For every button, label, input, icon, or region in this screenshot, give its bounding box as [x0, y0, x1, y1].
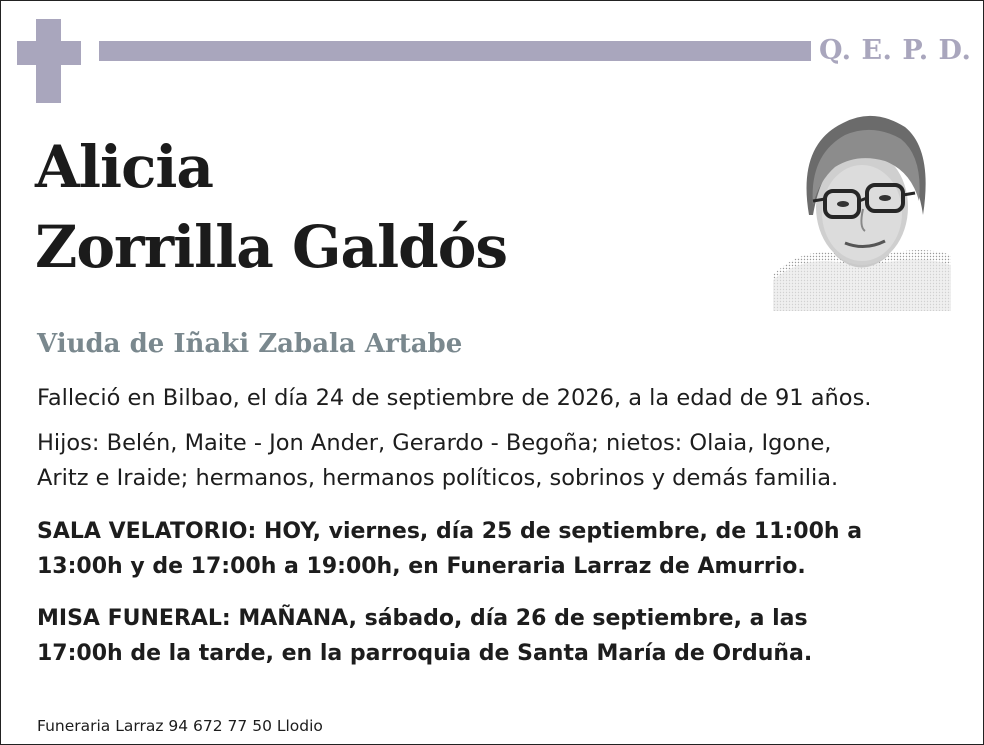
deceased-name — [35, 127, 507, 287]
death-notice: Falleció en Bilbao, el día 24 de septiembre de 2026, a la edad de 91 años. — [37, 385, 872, 411]
wake-line: SALA VELATORIO: HOY, viernes, día 25 de septiembre, de 11:00h a — [37, 519, 863, 544]
surnames: Zorrilla Galdós — [35, 213, 508, 281]
cross-icon — [17, 19, 81, 103]
family-line: Hijos: Belén, Maite - Jon Ander, Gerardo - Begoña; nietos: Olaia, Igone, — [37, 430, 832, 456]
wake-details — [37, 514, 937, 584]
mass-line: MISA FUNERAL: MAÑANA, sábado, día 26 de septiembre, a las — [37, 606, 808, 631]
family-line: Aritz e Iraide; hermanos, hermanos políticos, sobrinos y demás familia. — [37, 465, 839, 491]
portrait-photo — [773, 105, 951, 311]
widow-of: Viuda de Iñaki Zabala Artabe — [37, 329, 463, 359]
family-list — [37, 426, 937, 496]
first-name: Alicia — [35, 133, 213, 201]
mass-line: 17:00h de la tarde, en la parroquia de Santa María de Orduña. — [37, 641, 813, 666]
funeral-mass-details — [37, 601, 937, 671]
wake-line: 13:00h y de 17:00h a 19:00h, en Funeraria Larraz de Amurrio. — [37, 554, 806, 579]
header-rule — [99, 41, 811, 61]
qepd-label: Q. E. P. D. — [819, 35, 972, 66]
funeral-home-contact: Funeraria Larraz 94 672 77 50 Llodio — [37, 717, 323, 735]
